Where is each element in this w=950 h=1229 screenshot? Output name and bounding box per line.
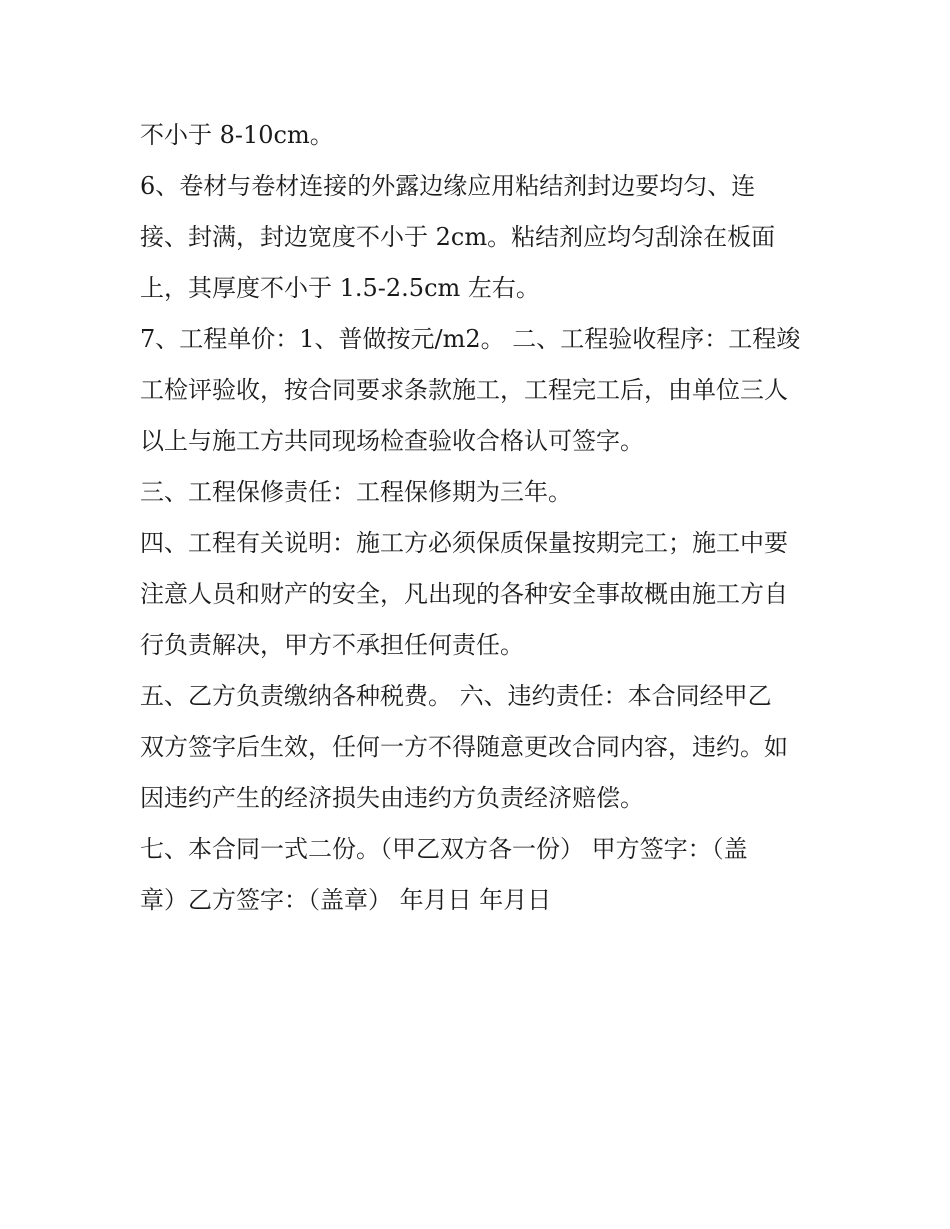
text-line: 三、工程保修责任：工程保修期为三年。 [140, 478, 572, 506]
text-line: 章）乙方签字：（盖章） 年月日 年月日 [140, 886, 552, 914]
text-line: 以上与施工方共同现场检查验收合格认可签字。 [140, 427, 644, 455]
text-line: 接、封满，封边宽度不小于 2cm。粘结剂应均匀刮涂在板面 [140, 223, 776, 251]
text-line: 因违约产生的经济损失由违约方负责经济赔偿。 [140, 784, 644, 812]
text-line: 工检评验收，按合同要求条款施工，工程完工后，由单位三人 [140, 376, 788, 404]
text-line: 七、本合同一式二份。（甲乙双方各一份） 甲方签字：（盖 [140, 835, 748, 863]
text-line: 双方签字后生效，任何一方不得随意更改合同内容，违约。如 [140, 733, 788, 761]
text-line: 不小于 8-10cm。 [140, 121, 334, 149]
text-line: 行负责解决，甲方不承担任何责任。 [140, 631, 524, 659]
text-line: 6、卷材与卷材连接的外露边缘应用粘结剂封边要均匀、连 [140, 172, 756, 200]
contract-text-body [140, 110, 820, 926]
text-line: 五、乙方负责缴纳各种税费。 六、违约责任：本合同经甲乙 [140, 682, 772, 710]
text-line: 7、工程单价：1、普做按元/m2。 二、工程验收程序：工程竣 [140, 325, 801, 353]
text-line: 注意人员和财产的安全，凡出现的各种安全事故概由施工方自 [140, 580, 788, 608]
text-line: 四、工程有关说明：施工方必须保质保量按期完工；施工中要 [140, 529, 788, 557]
text-line: 上，其厚度不小于 1.5-2.5cm 左右。 [140, 274, 540, 302]
